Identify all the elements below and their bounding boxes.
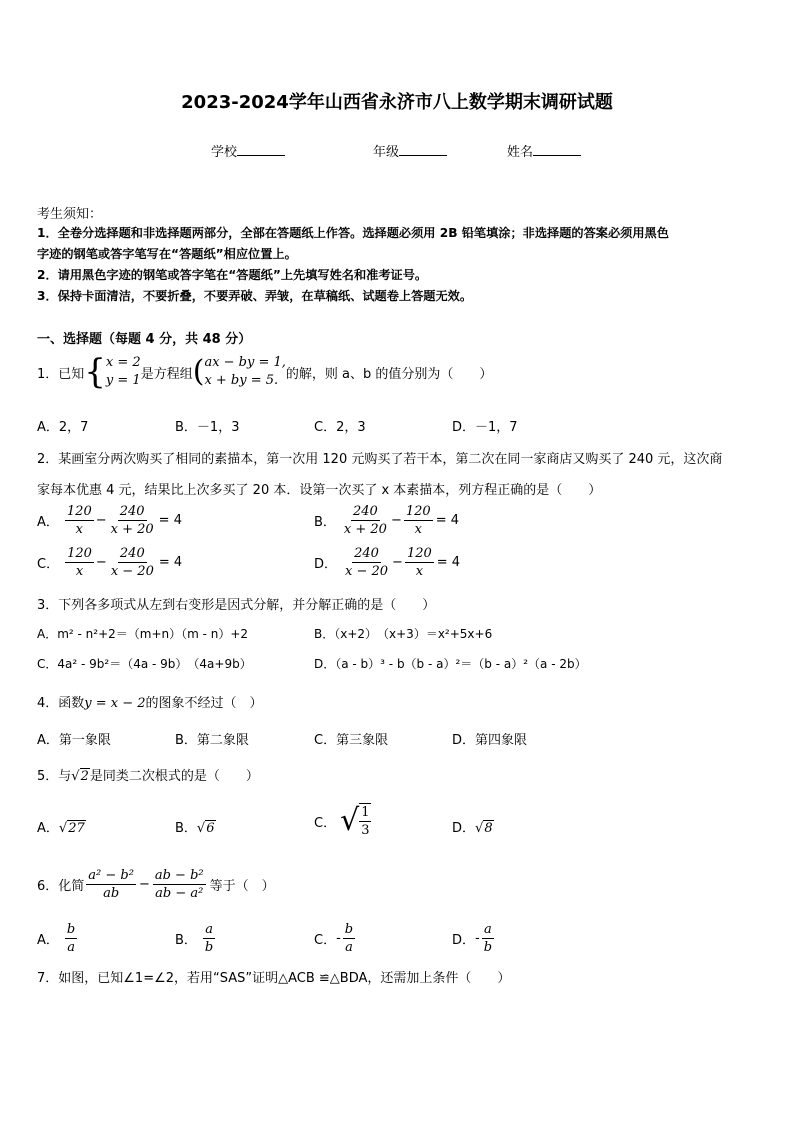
frac-denominator: x — [415, 564, 424, 579]
q5-option-a[interactable] — [37, 817, 86, 836]
sqrt-icon: √8 — [475, 821, 493, 836]
q4-option-d[interactable]: D．第四象限 — [452, 733, 528, 748]
equation-rhs: = 4 — [158, 555, 183, 570]
equation-rhs: = 4 — [436, 555, 461, 570]
q1-sys2-line: ax − by = 1, — [204, 355, 286, 370]
frac-numerator: 240 — [354, 546, 379, 561]
frac-numerator: 120 — [405, 504, 431, 519]
q5-option-b[interactable] — [175, 817, 216, 836]
frac-denominator: x − 20 — [110, 564, 154, 579]
q1-option-a[interactable]: A．2，7 — [37, 420, 89, 435]
q5-radicand: 2 — [80, 769, 89, 784]
option-label: A． — [37, 933, 59, 948]
q2-option-b[interactable]: B． $\frac{240}{x + 20}$ − $\frac{120}{x}$ = 4 — [314, 504, 459, 537]
equation-rhs: = 4 — [158, 513, 182, 528]
name-field — [507, 141, 581, 160]
frac-numerator: 120 — [67, 546, 92, 561]
frac-numerator: 120 — [66, 504, 92, 519]
q1-sys2-line: x + by = 5. — [204, 373, 279, 388]
notice-item: 3．保持卡面清洁，不要折叠，不要弄破、弄皱，在草稿纸、试题卷上答题无效。 — [37, 289, 473, 303]
notice-heading: 考生须知： — [37, 207, 103, 222]
name-label: 姓名 — [507, 145, 534, 160]
frac-denominator: x — [75, 564, 84, 579]
frac-numerator: 1 — [361, 805, 370, 820]
grade-blank[interactable] — [399, 143, 447, 156]
option-label: D． — [452, 933, 476, 948]
q1-mid: 是方程组 — [140, 366, 193, 382]
q3-option-c[interactable]: C．4a² - 9b²＝（4a - 9b） （4a+9b） — [37, 657, 252, 671]
q2-stem-line: 2．某画室分两次购买了相同的素描本，第一次用 120 元购买了若干本，第二次在同一家商店又购买了 240 元，这次商 — [37, 452, 723, 467]
grade-label: 年级 — [373, 145, 400, 160]
brace-icon: { — [84, 352, 106, 392]
sqrt-icon: √2 — [71, 769, 89, 784]
q1-sys1-line: x = 2 — [105, 355, 141, 370]
q3-stem: 3．下列各多项式从左到右变形是因式分解，并分解正确的是（ ） — [37, 598, 436, 613]
q5-option-c[interactable] — [314, 803, 371, 839]
q6-suffix: 等于（ ） — [209, 879, 275, 894]
option-sign: - — [336, 931, 341, 946]
frac-denominator: 3 — [361, 823, 370, 838]
frac-numerator: b — [66, 922, 76, 937]
notice-item: 字迹的钢笔或答字笔写在“答题纸”相应位置上。 — [37, 247, 297, 261]
school-blank[interactable] — [237, 143, 285, 156]
q4-function: y = x − 2 — [84, 696, 146, 711]
q3-option-d[interactable]: D．（a - b）³ - b（b - a）²＝（b - a）²（a - 2b） — [314, 657, 587, 671]
frac-numerator: 240 — [353, 504, 378, 519]
question-4 — [37, 692, 263, 711]
page-title: 2023-2024学年山西省永济市八上数学期末调研试题 — [181, 92, 613, 113]
frac-numerator: 240 — [119, 546, 145, 561]
option-label: A． — [37, 821, 59, 836]
q1-solution-system — [84, 354, 140, 390]
frac-numerator: 240 — [119, 504, 145, 519]
frac-denominator: ab — [103, 886, 120, 901]
q1-option-d[interactable]: D．－1，7 — [452, 420, 518, 435]
notice-item: 2．请用黑色字迹的钢笔或答字笔在“答题纸”上先填写姓名和准考证号。 — [37, 268, 428, 282]
option-label: B． — [314, 515, 336, 530]
q4-prefix: 4．函数 — [37, 696, 85, 711]
option-sign: - — [475, 931, 480, 946]
option-label: D． — [314, 557, 338, 572]
frac-denominator: b — [204, 940, 214, 955]
frac-denominator: x — [414, 522, 422, 537]
frac-denominator: x — [75, 522, 83, 537]
equation-rhs: = 4 — [435, 513, 459, 528]
q1-equation-system — [193, 354, 286, 390]
q6-option-d[interactable] — [452, 921, 494, 956]
q2-option-c[interactable]: C． $\frac{120}{x}$ − $\frac{240}{x - 20}$ = 4 — [37, 546, 183, 579]
q5-option-d[interactable] — [452, 817, 494, 836]
q5-prefix: 5．与 — [37, 769, 72, 784]
q1-sys1-line: y = 1 — [105, 373, 141, 388]
q3-option-a[interactable]: A．m² - n²+2＝（m+n）（m - n）+2 — [37, 627, 249, 641]
q6-option-a[interactable] — [37, 921, 77, 956]
frac-denominator: b — [483, 940, 493, 955]
question-6: 6．化简 $\frac{\text{a² − b²}}{ab}$ − $\frac{\text{ab − b²}}{\text{ab − a²}}$ 等于（ ） — [37, 868, 275, 901]
q2-option-d[interactable]: D． $\frac{240}{x - 20}$ − $\frac{120}{x}$ = 4 — [314, 546, 461, 579]
q7-stem: 7．如图，已知∠1=∠2，若用“SAS”证明△ACB ≌△BDA，还需加上条件（ ） — [37, 971, 511, 986]
q4-suffix: 的图象不经过（ ） — [145, 696, 263, 711]
radicand: 27 — [68, 821, 85, 836]
q4-option-b[interactable]: B．第二象限 — [175, 733, 249, 748]
question-5 — [37, 765, 259, 784]
question-1 — [37, 354, 492, 390]
frac-denominator: x + 20 — [110, 522, 154, 537]
option-label: C． — [37, 557, 60, 572]
q6-prefix: 6．化简 — [37, 879, 85, 894]
q4-option-c[interactable]: C．第三象限 — [314, 733, 389, 748]
option-label: B． — [175, 933, 197, 948]
q1-option-b[interactable]: B．－1，3 — [175, 420, 240, 435]
frac-denominator: x − 20 — [345, 564, 389, 579]
frac-denominator: a — [67, 940, 75, 955]
option-label: B． — [175, 821, 197, 836]
q6-option-c[interactable] — [314, 921, 355, 956]
frac-numerator: a — [484, 922, 492, 937]
section-heading: 一、选择题（每题 4 分，共 48 分） — [37, 332, 252, 347]
brace-icon: ( — [192, 354, 205, 389]
option-label: C． — [314, 815, 337, 831]
q1-suffix: 的解，则 a、b 的值分别为（ ） — [285, 366, 493, 382]
q2-option-a[interactable]: A． $\frac{120}{x}$ − $\frac{240}{x + 20}$ = 4 — [37, 504, 182, 537]
q1-option-c[interactable]: C．2，3 — [314, 420, 366, 435]
sqrt-icon: √27 — [58, 821, 85, 836]
frac-numerator: a² − b² — [88, 868, 134, 883]
school-label: 学校 — [211, 145, 238, 160]
sqrt-icon: √6 — [196, 821, 215, 836]
sqrt-icon: √ — [340, 803, 360, 838]
q4-option-a[interactable]: A．第一象限 — [37, 733, 111, 748]
frac-numerator: 120 — [406, 546, 432, 561]
school-field — [211, 141, 285, 160]
option-label: A． — [37, 515, 59, 530]
frac-numerator: ab − b² — [154, 868, 204, 883]
frac-denominator: x + 20 — [343, 522, 387, 537]
q2-stem-line: 家每本优惠 4 元，结果比上次多买了 20 本．设第一次买了 x 本素描本，列方程正确的是（ ） — [37, 483, 602, 498]
name-blank[interactable] — [533, 143, 581, 156]
frac-numerator: a — [205, 922, 213, 937]
notice-item: 1．全卷分选择题和非选择题两部分，全部在答题纸上作答。选择题必须用 2B 铅笔填涂；非选择题的答案必须用黑色 — [37, 226, 669, 240]
frac-denominator: ab − a² — [155, 886, 204, 901]
q6-option-b[interactable] — [175, 921, 215, 956]
radicand: 8 — [484, 821, 493, 836]
q1-prefix: 1．已知 — [37, 366, 85, 382]
q3-option-b[interactable]: B．（x+2） （x+3）＝x²+5x+6 — [314, 627, 493, 641]
grade-field — [373, 141, 447, 160]
radicand: 6 — [206, 821, 215, 836]
frac-numerator: b — [344, 922, 354, 937]
option-label: C． — [314, 933, 337, 948]
q5-suffix: 是同类二次根式的是（ ） — [89, 769, 259, 784]
option-label: D． — [452, 821, 476, 836]
frac-denominator: a — [345, 940, 353, 955]
